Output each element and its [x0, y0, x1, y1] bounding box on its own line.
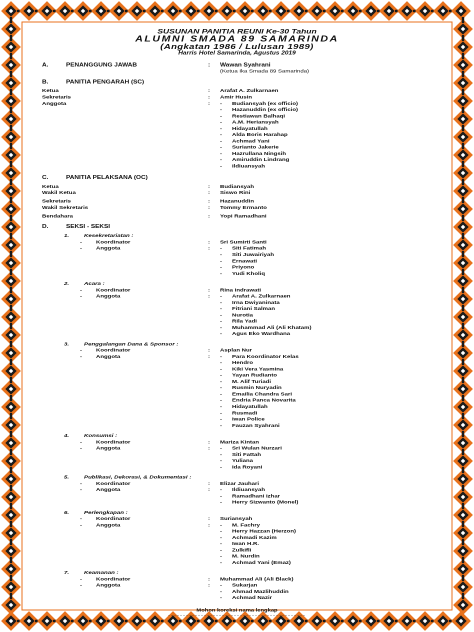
subsection-title: Keamanan :	[84, 569, 119, 576]
border-motif	[10, 161, 12, 167]
member-row	[40, 560, 434, 566]
border-motif	[462, 521, 464, 527]
section-b-heading	[40, 79, 434, 86]
bullet-dash: -	[220, 157, 222, 163]
anggota-label: Anggota	[96, 246, 121, 252]
border-motif	[10, 449, 12, 455]
colon: :	[208, 348, 210, 353]
bullet-dash: -	[220, 493, 222, 499]
bullet-dash: -	[80, 583, 82, 588]
subsection-title: Acara :	[84, 280, 105, 287]
border-motif	[10, 593, 12, 599]
role-name: Hazanuddin	[220, 199, 254, 205]
bullet-dash: -	[80, 522, 82, 528]
bullet-dash: -	[220, 446, 222, 451]
footer-dots: ----------------------------------------------	[168, 613, 306, 618]
border-motif	[462, 35, 464, 41]
subsection-number: 2.	[64, 280, 70, 287]
border-motif	[462, 233, 464, 239]
border-motif	[10, 71, 12, 77]
role-name: Siswo Rini	[220, 190, 251, 196]
bullet-dash: -	[220, 595, 222, 601]
border-motif	[462, 53, 464, 59]
border-motif	[10, 107, 12, 113]
section-note: (Ketua Ika Smada 89 Samarinda)	[220, 69, 310, 75]
subsection-number: 3.	[64, 341, 70, 347]
subsection-number: 4.	[64, 432, 70, 439]
border-motif	[462, 143, 464, 149]
colon: :	[208, 88, 210, 94]
border-motif	[462, 377, 464, 383]
colon: :	[208, 294, 210, 299]
bullet-dash: -	[220, 246, 222, 252]
border-motif	[10, 521, 12, 527]
anggota-label: Anggota	[96, 583, 121, 588]
bullet-dash: -	[220, 583, 222, 588]
colon: :	[208, 439, 210, 445]
bullet-dash: -	[220, 252, 222, 258]
bullet-dash: -	[220, 452, 222, 458]
member-name: Arafat A. Zulkarnaen	[232, 294, 291, 299]
member-name: Hazrullana Ningsih	[232, 151, 287, 157]
colon: :	[208, 184, 210, 190]
border-motif	[10, 287, 12, 293]
border-motif	[462, 485, 464, 491]
colon: :	[208, 481, 210, 487]
bullet-dash: -	[220, 151, 222, 157]
role-label: Sekretaris	[42, 199, 72, 205]
colon: :	[208, 214, 210, 219]
member-name: Rusmadi	[232, 410, 258, 416]
bullet-dash: -	[80, 348, 82, 353]
anggota-label: Anggota	[96, 354, 121, 360]
colon: :	[208, 190, 210, 196]
member-name: Siti Fatimah	[232, 246, 267, 252]
member-row	[40, 595, 434, 601]
coordinator-label: Koordinator	[96, 240, 131, 245]
border-motif	[10, 305, 12, 311]
coordinator-label: Koordinator	[96, 481, 131, 487]
bullet-dash: -	[220, 404, 222, 410]
section-letter: D.	[42, 223, 49, 230]
border-motif	[10, 413, 12, 419]
border-motif	[10, 197, 12, 203]
section-letter: C.	[42, 175, 49, 181]
member-name: Sri Wulan Nurzari	[232, 446, 282, 451]
border-motif	[10, 215, 12, 221]
bullet-dash: -	[80, 446, 82, 451]
section-a-note-row	[40, 69, 434, 75]
border-motif	[10, 125, 12, 131]
member-name: Achmadi Kazim	[232, 535, 277, 541]
border-motif	[462, 593, 464, 599]
member-name: Kiki Vera Yasmina	[232, 367, 284, 372]
bullet-dash: -	[220, 535, 222, 541]
section-title: PANITIA PELAKSANA (OC)	[66, 175, 148, 181]
coordinator-name: Sri Sumirti Santi	[220, 240, 267, 245]
subsection-title: Publikasi, Dekorasi, & Dokumentasi :	[84, 474, 192, 480]
bullet-dash: -	[80, 577, 82, 582]
section-d-heading	[40, 223, 434, 230]
colon: :	[208, 577, 210, 582]
sc-member-row	[40, 163, 434, 169]
border-motif	[462, 305, 464, 311]
spacer	[40, 601, 434, 604]
document-header	[40, 28, 434, 57]
subsection-number: 5.	[64, 474, 70, 480]
border-motif	[462, 107, 464, 113]
border-motif	[10, 323, 12, 329]
coordinator-name: Elizar Jauhari	[220, 481, 260, 487]
role-label: Sekretaris	[42, 95, 72, 100]
coordinator-label: Koordinator	[96, 287, 131, 293]
bullet-dash: -	[220, 410, 222, 416]
bullet-dash: -	[220, 529, 222, 534]
member-name: M. Fachry	[232, 522, 261, 528]
bullet-dash: -	[80, 287, 82, 293]
role-label: Ketua	[42, 184, 59, 190]
member-name: Yayan Rudianto	[232, 373, 278, 379]
border-motif	[462, 467, 464, 473]
bullet-dash: -	[220, 500, 222, 505]
member-name: Yuliana	[232, 458, 254, 464]
bullet-dash: -	[220, 107, 222, 113]
bullet-dash: -	[80, 439, 82, 445]
member-name: Muhammad Ali (Ali Khatam)	[232, 325, 312, 331]
border-motif	[10, 341, 12, 347]
bullet-dash: -	[80, 246, 82, 252]
oc-role-row	[40, 190, 434, 196]
member-name: Hidayatullah	[232, 404, 268, 410]
member-name: Endria Panca Novarita	[232, 398, 296, 404]
role-name: Amir Husin	[220, 95, 253, 100]
header-line-1: SUSUNAN PANITIA REUNI Ke-30 Tahun	[157, 27, 317, 36]
member-name: Rila Yadi	[232, 319, 257, 324]
colon: :	[208, 446, 210, 451]
subsection-heading	[40, 232, 434, 239]
bullet-dash: -	[220, 101, 222, 107]
header-line-3: (Angkatan 1986 / Lulusan 1989)	[160, 42, 314, 52]
colon: :	[208, 487, 210, 493]
bullet-dash: -	[220, 385, 222, 391]
bullet-dash: -	[220, 306, 222, 312]
colon: :	[208, 246, 210, 252]
member-row	[40, 331, 434, 337]
border-motif	[462, 395, 464, 401]
bullet-dash: -	[220, 126, 222, 132]
oc-role-row	[40, 213, 434, 219]
border-motif	[10, 467, 12, 473]
border-motif	[462, 359, 464, 365]
coordinator-label: Koordinator	[96, 348, 131, 353]
border-motif	[462, 575, 464, 581]
subsection-title: Perlengkapan :	[84, 509, 128, 516]
member-name: A.M. Heriansyah	[232, 120, 279, 125]
member-name: Zulkifli	[232, 548, 252, 553]
border-motif	[462, 251, 464, 257]
subsection-title: Konsumsi :	[84, 432, 118, 439]
member-name: Agus Eko Wardhana	[232, 331, 291, 337]
colon: :	[208, 287, 210, 293]
border-motif	[10, 143, 12, 149]
member-name: Siti Juwairiyah	[232, 252, 275, 258]
colon: :	[208, 516, 210, 522]
anggota-label: Anggota	[42, 101, 67, 107]
member-name: M. Nurdin	[232, 554, 260, 559]
border-motif	[462, 89, 464, 95]
bullet-dash: -	[220, 312, 222, 318]
role-label: Wakil Sekretaris	[42, 205, 89, 211]
member-name: Ildiuansyah	[232, 164, 266, 169]
member-name: Irna Dwiyaninata	[232, 300, 280, 306]
subsection-heading	[40, 340, 434, 347]
colon: :	[208, 354, 210, 360]
bullet-dash: -	[220, 560, 222, 566]
member-name: Hendro	[232, 360, 253, 366]
section-colon: :	[208, 62, 211, 68]
bullet-dash: -	[80, 294, 82, 299]
border-motif	[462, 287, 464, 293]
member-name: Para Koordinator Kelas	[232, 354, 299, 360]
member-name: Achmad Yani	[232, 139, 270, 144]
oc-role-row	[40, 205, 434, 211]
member-name: M. Alif Turiadi	[232, 379, 271, 385]
border-motif	[462, 17, 464, 23]
border-motif	[10, 251, 12, 257]
border-motif	[10, 575, 12, 581]
bullet-dash: -	[220, 164, 222, 169]
colon: :	[208, 199, 210, 205]
border-motif	[10, 539, 12, 545]
member-name: Achmad Yani (Emaz)	[232, 560, 291, 566]
section-title: SEKSI - SEKSI	[66, 223, 111, 230]
border-motif	[10, 269, 12, 275]
role-label: Ketua	[42, 88, 59, 94]
role-label: Bendahara	[42, 214, 74, 219]
bullet-dash: -	[220, 319, 222, 324]
bullet-dash: -	[80, 516, 82, 522]
bullet-dash: -	[80, 354, 82, 360]
coordinator-name: Mariza Kintan	[220, 439, 260, 445]
member-name: Ildiuansyah	[232, 487, 266, 493]
bullet-dash: -	[220, 541, 222, 547]
border-motif	[10, 557, 12, 563]
bullet-dash: -	[220, 458, 222, 464]
bullet-dash: -	[220, 379, 222, 385]
border-motif	[10, 233, 12, 239]
border-motif	[462, 215, 464, 221]
coordinator-name: Rina Indrawati	[220, 287, 262, 293]
bullet-dash: -	[220, 464, 222, 470]
bullet-dash: -	[220, 300, 222, 306]
section-letter: A.	[42, 62, 49, 68]
coordinator-label: Koordinator	[96, 439, 131, 445]
border-motif	[462, 413, 464, 419]
member-name: Hidayatullah	[232, 126, 268, 132]
member-row	[40, 271, 434, 277]
bullet-dash: -	[220, 120, 222, 125]
border-motif	[10, 431, 12, 437]
border-motif	[10, 179, 12, 185]
member-name: Alda Boris Harahap	[232, 132, 288, 138]
member-name: Budiansyah (ex officio)	[232, 101, 299, 107]
subsection-number: 6.	[64, 509, 70, 516]
bullet-dash: -	[220, 398, 222, 404]
bullet-dash: -	[80, 481, 82, 487]
member-name: Yudi Kholiq	[232, 271, 265, 277]
role-label: Wakil Ketua	[42, 190, 76, 196]
bullet-dash: -	[220, 487, 222, 493]
border-motif	[462, 341, 464, 347]
border-motif	[462, 269, 464, 275]
bullet-dash: -	[220, 258, 222, 264]
colon: :	[208, 522, 210, 528]
document-content	[40, 28, 434, 618]
member-name: Priyono	[232, 265, 255, 270]
border-motif	[462, 431, 464, 437]
member-name: Restiawan Balhaqi	[232, 113, 286, 119]
bullet-dash: -	[220, 367, 222, 372]
member-name: Iwan Police	[232, 417, 265, 422]
bullet-dash: -	[80, 487, 82, 493]
border-motif	[462, 503, 464, 509]
coordinator-label: Koordinator	[96, 577, 131, 582]
bullet-dash: -	[220, 373, 222, 379]
coordinator-name: Muhammad Ali (Ali Black)	[220, 577, 294, 582]
bullet-dash: -	[220, 139, 222, 144]
border-motif	[10, 359, 12, 365]
border-motif	[462, 179, 464, 185]
member-name: Siti Fattah	[232, 452, 262, 458]
header-line-2: ALUMNI SMADA 89 SAMARINDA	[135, 34, 339, 44]
member-name: Ramadhani Izhar	[232, 493, 281, 499]
member-name: Nurotia	[232, 312, 253, 318]
border-motif	[462, 71, 464, 77]
bullet-dash: -	[220, 522, 222, 528]
border-motif	[10, 485, 12, 491]
bullet-dash: -	[220, 548, 222, 553]
border-motif	[10, 377, 12, 383]
footer-note: Mohon koreksi nama lengkap	[196, 608, 278, 614]
bullet-dash: -	[220, 294, 222, 299]
bullet-dash: -	[220, 360, 222, 366]
colon: :	[208, 101, 210, 107]
border-motif	[462, 557, 464, 563]
subsection-heading	[40, 432, 434, 439]
section-letter: B.	[42, 79, 49, 85]
member-name: Ida Royani	[232, 464, 263, 470]
subsection-heading	[40, 474, 434, 481]
anggota-label: Anggota	[96, 522, 121, 528]
bullet-dash: -	[220, 354, 222, 360]
section-title: PANITIA PENGARAH (SC)	[66, 79, 145, 85]
member-name: Surianto Jakerie	[232, 145, 279, 151]
anggota-label: Anggota	[96, 446, 121, 451]
role-name: Arafat A. Zulkarnaen	[220, 88, 279, 94]
subsection-number: 7.	[64, 569, 70, 576]
border-motif	[462, 449, 464, 455]
bullet-dash: -	[220, 392, 222, 397]
border-motif	[10, 35, 12, 41]
bullet-dash: -	[80, 240, 82, 245]
member-name: Ernawati	[232, 258, 258, 264]
member-name: Emailia Chandra Sari	[232, 392, 293, 397]
member-name: Herry Hazzan (Herzon)	[232, 529, 297, 534]
border-motif	[462, 197, 464, 203]
member-row	[40, 499, 434, 505]
section-title: PENANGGUNG JAWAB	[66, 62, 138, 68]
colon: :	[208, 240, 210, 245]
bullet-dash: -	[220, 113, 222, 119]
subsection-title: Penggalangan Dana & Sponsor :	[84, 341, 179, 347]
member-name: Herry Sizwanto (Monel)	[232, 500, 299, 505]
coordinator-name: Suriansyah	[220, 516, 253, 522]
anggota-label: Anggota	[96, 294, 121, 299]
bullet-dash: -	[220, 417, 222, 422]
member-row	[40, 464, 434, 470]
header-line-4: Harris Hotel Samarinda, Agustus 2019	[178, 50, 296, 57]
bullet-dash: -	[220, 265, 222, 270]
border-motif	[10, 89, 12, 95]
role-name: Yopi Ramadhani	[220, 214, 267, 219]
subsection-number: 1.	[64, 233, 70, 239]
subsection-heading	[40, 509, 434, 516]
member-name: Rusmin Nuryadin	[232, 385, 282, 391]
member-name: Hazanuddin (ex officio)	[232, 107, 298, 113]
coordinator-name: Asplan Nur	[220, 348, 253, 353]
member-row	[40, 423, 434, 429]
border-motif	[10, 17, 12, 23]
role-name: Budiansyah	[220, 184, 255, 190]
subsection-heading	[40, 280, 434, 287]
bullet-dash: -	[220, 331, 222, 337]
coordinator-label: Koordinator	[96, 516, 131, 522]
colon: :	[208, 95, 210, 100]
colon: :	[208, 583, 210, 588]
section-c-heading	[40, 174, 434, 181]
bullet-dash: -	[220, 145, 222, 151]
border-motif	[462, 161, 464, 167]
bullet-dash: -	[220, 423, 222, 429]
member-name: Ahmad Mazlihuddin	[232, 589, 289, 595]
member-name: Fitriani Salman	[232, 306, 276, 312]
bullet-dash: -	[220, 132, 222, 138]
member-name: Sukarjan	[232, 583, 258, 588]
member-name: Achmad Nazir	[232, 595, 273, 601]
section-a-heading	[40, 61, 434, 68]
member-name: Amiruddin Lindrang	[232, 157, 290, 163]
section-name: Wawan Syahrani	[220, 62, 271, 68]
member-name: Fauzan Syahrani	[232, 423, 280, 429]
subsection-heading	[40, 569, 434, 576]
role-name: Tommy Ermanto	[220, 205, 267, 211]
border-motif	[10, 53, 12, 59]
subsection-title: Kesekretariatan :	[84, 233, 134, 239]
bullet-dash: -	[220, 554, 222, 559]
border-motif	[10, 395, 12, 401]
anggota-label: Anggota	[96, 487, 121, 493]
border-motif	[10, 503, 12, 509]
border-motif	[462, 539, 464, 545]
bullet-dash: -	[220, 589, 222, 595]
border-motif	[462, 323, 464, 329]
bullet-dash: -	[220, 271, 222, 277]
border-motif	[462, 125, 464, 131]
colon: :	[208, 205, 210, 211]
member-name: Iwan H.R.	[232, 541, 260, 547]
bullet-dash: -	[220, 325, 222, 331]
